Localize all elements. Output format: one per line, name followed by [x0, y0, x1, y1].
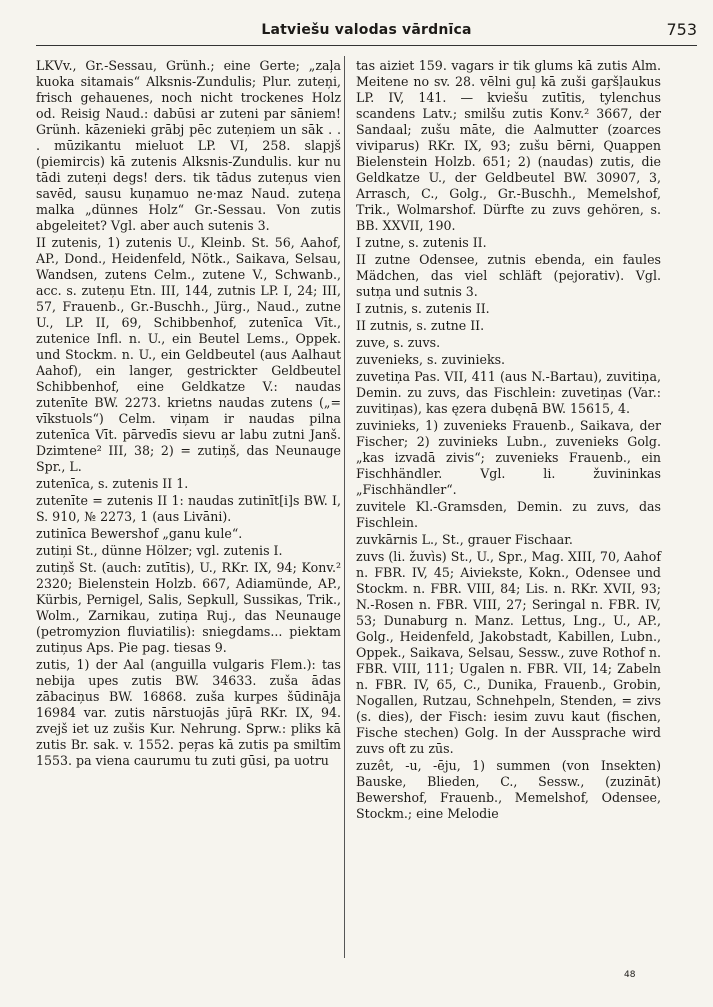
entry-zutnis-ii: II zutnis, s. zutne II.: [356, 318, 485, 333]
entry-zuvkarnis: zuvkārnis L., St., grauer Fischaar.: [356, 532, 573, 547]
running-title: Latviešu valodas vārdnīca: [261, 22, 472, 38]
entry-zutini: zutiņi St., dünne Hölzer; vgl. zutenis I.: [36, 543, 283, 558]
header-rule: [36, 45, 697, 46]
entry-zuvetina: zuvetiņa Pas. VII, 411 (aus N.-Bartau), zuvitiņa, Demin. zu zuvs, das Fischlein: zuvetiņas (Var.: zuvitiņas), kas ęzera dubęnā BW. 15615, 4.: [356, 369, 661, 416]
entry-zutenis-i-cont: LKVv., Gr.-Sessau, Grünh.; eine Gerte; „zaļa kuoka sitamais“ Alksnis-Zundulis; Plur. zuteņi, frisch gehauenes, noch nicht trockenes Holz od. Reisig Naud.: dabūsi ar zuteni par sāniem! Grünh. kāzenieki grābj pēc zuteņiem un sāk . . . mūzikantu mieluot LP. VI, 258. slapjš (piemircis) kā zutenis Alksnis-Zundulis. kur nu tādi zuteņi degs! ders. tik tādus zuteņus vien savēd, sausu kuņamuo ne·maz Naud. zuteņa malka „dünnes Holz“ Gr.-Sessau. Von zutis abgeleitet? Vgl. aber auch sutenis 3.: [36, 58, 341, 233]
entry-zutis-cont: tas aiziet 159. vagars ir tik glums kā zutis Alm. Meitene no sv. 28. vēlni guļ kā zuši gaŗšļaukus LP. IV, 141. — kviešu zutītis, tylenchus scandens Latv.; smilšu zutis Konv.² 3667, der Sandaal; zušu māte, die Aalmutter (zoarces viviparus) RKr. IX, 93; zušu bērni, Quappen Bielenstein Holzb. 651; 2) (naudas) zutis, die Geldkatze U., der Geldbeutel BW. 30907, 3, Arrasch, C., Golg., Gr.-Buschh., Memelshof, Trik., Wolmarshof. Dürfte zu zuvs gehören, s. BB. XXVII, 190.: [356, 58, 661, 233]
entry-zuzet: zuzêt, -u, -ēju, 1) summen (von Insekten) Bauske, Blieden, C., Sessw., (zuzināt) Bewershof, Frauenb., Memelshof, Odensee, Stockm.; eine Melodie: [356, 758, 661, 821]
signature-mark: 48: [624, 970, 636, 980]
column-divider: [344, 56, 345, 958]
entry-zutis: zutis, 1) der Aal (anguilla vulgaris Flem.): tas nebija upes zutis BW. 34633. zuša ādas zābaciņus BW. 16868. zuša kurpes šūdināja 16984 var. zutis nārstuojās jūŗā RKr. IX, 94. zvejš iet uz zušis Kur. Nehrung. Sprw.: pliks kā zutis Br. sak. v. 1552. peŗas kā zutis pa smiltīm 1553. pa viena caurumu tu zuti gūsi, pa uotru: [36, 657, 341, 768]
entry-zutins: zutiņš St. (auch: zutītis), U., RKr. IX, 94; Konv.² 2320; Bielenstein Holzb. 667, Adiamünde, AP., Kürbis, Pernigel, Salis, Sepkull, Sussikas, Trik., Wolm., Zarnikau, zutiņa Ruj., das Neunauge (petromyzion fluviatilis): sniegdams... piektam zutiņus Aps. Pie pag. tiesas 9.: [36, 560, 341, 655]
entry-zuvs: zuvs (li. žuvìs) St., U., Spr., Mag. XIII, 70, Aahof n. FBR. IV, 45; Aiviekste, Kokn., Odensee und Stockm. n. FBR. VIII, 84; Lis. n. RKr. XVII, 93; N.-Rosen n. FBR. VIII, 27; Seringal n. FBR. IV, 53; Dunaburg n. Manz. Lettus, Lng., U., AP., Golg., Heidenfeld, Jakobstadt, Kabillen, Lubn., Oppek., Saikava, Selsau, Sessw., zuve Rothof n. FBR. VIII, 111; Ugalen n. FBR. VII, 14; Zabeln n. FBR. IV, 65, C., Dunika, Frauenb., Grobin, Nogallen, Rutzau, Schnehpeln, Stenden, = zivs (s. dies), der Fisch: iesim zuvu kaut (fischen, Fische stechen) Golg. In der Aussprache wird zuvs oft zu zūs.: [356, 549, 661, 756]
entry-zutenica: zutenīca, s. zutenis II 1.: [36, 476, 189, 491]
entry-zuvitele: zuvitele Kl.-Gramsden, Demin. zu zuvs, das Fischlein.: [356, 499, 661, 530]
entry-zutne-ii: II zutne Odensee, zutnis ebenda, ein faules Mädchen, das viel schläft (pejorativ). Vgl. sutņa und sutnis 3.: [356, 252, 661, 299]
entry-zutnis-i: I zutnis, s. zutenis II.: [356, 301, 490, 316]
entry-zuvenieks: zuvenieks, s. zuvinieks.: [356, 352, 506, 367]
page-header: [36, 20, 697, 46]
page-number: 753: [666, 20, 697, 39]
entry-zutne-i: I zutne, s. zutenis II.: [356, 235, 487, 250]
entry-zuvinieks: zuvinieks, 1) zuvenieks Frauenb., Saikava, der Fischer; 2) zuvinieks Lubn., zuvenieks Golg. „kas izvadā zivis“; zuvenieks Frauenb., ein Fischhändler. Vgl. li. žuvininkas „Fischhändler“.: [356, 418, 661, 497]
left-column: [36, 58, 341, 948]
entry-zutenis-ii: II zutenis, 1) zutenis U., Kleinb. St. 56, Aahof, AP., Dond., Heidenfeld, Nötk., Saikava, Selsau, Wandsen, zutens Celm., zutene V., Schwanb., acc. s. zuteņu Etn. III, 144, zutnis LP. I, 24; III, 57, Frauenb., Gr.-Buschh., Jürg., Naud., zutne U., LP. II, 69, Schibbenhof, zutenīca Vīt., zutenice Infl. n. U., ein Beutel Lems., Oppek. und Stockm. n. U., ein Geldbeutel (aus Aalhaut Aahof), ein langer, gestrickter Geldbeutel Schibbenhof, eine Geldkatze V.: naudas zutenīte BW. 2273. krietns naudas zutens („= vīkstuols“) Celm. viņam ir naudas pilna zutenīca Vīt. pārvedīs sievu ar labu zutni Janš. Dzimtene² III, 38; 2) = zutiņš, das Neunauge Spr., L.: [36, 235, 341, 474]
entry-zutinica: zutinīca Bewershof „ganu kule“.: [36, 526, 243, 541]
entry-zuve: zuve, s. zuvs.: [356, 335, 441, 350]
entry-zutenite: zutenīte = zutenis II 1: naudas zutinīt[i]s BW. I, S. 910, № 2273, 1 (aus Livāni).: [36, 493, 341, 524]
right-column: [356, 58, 661, 948]
